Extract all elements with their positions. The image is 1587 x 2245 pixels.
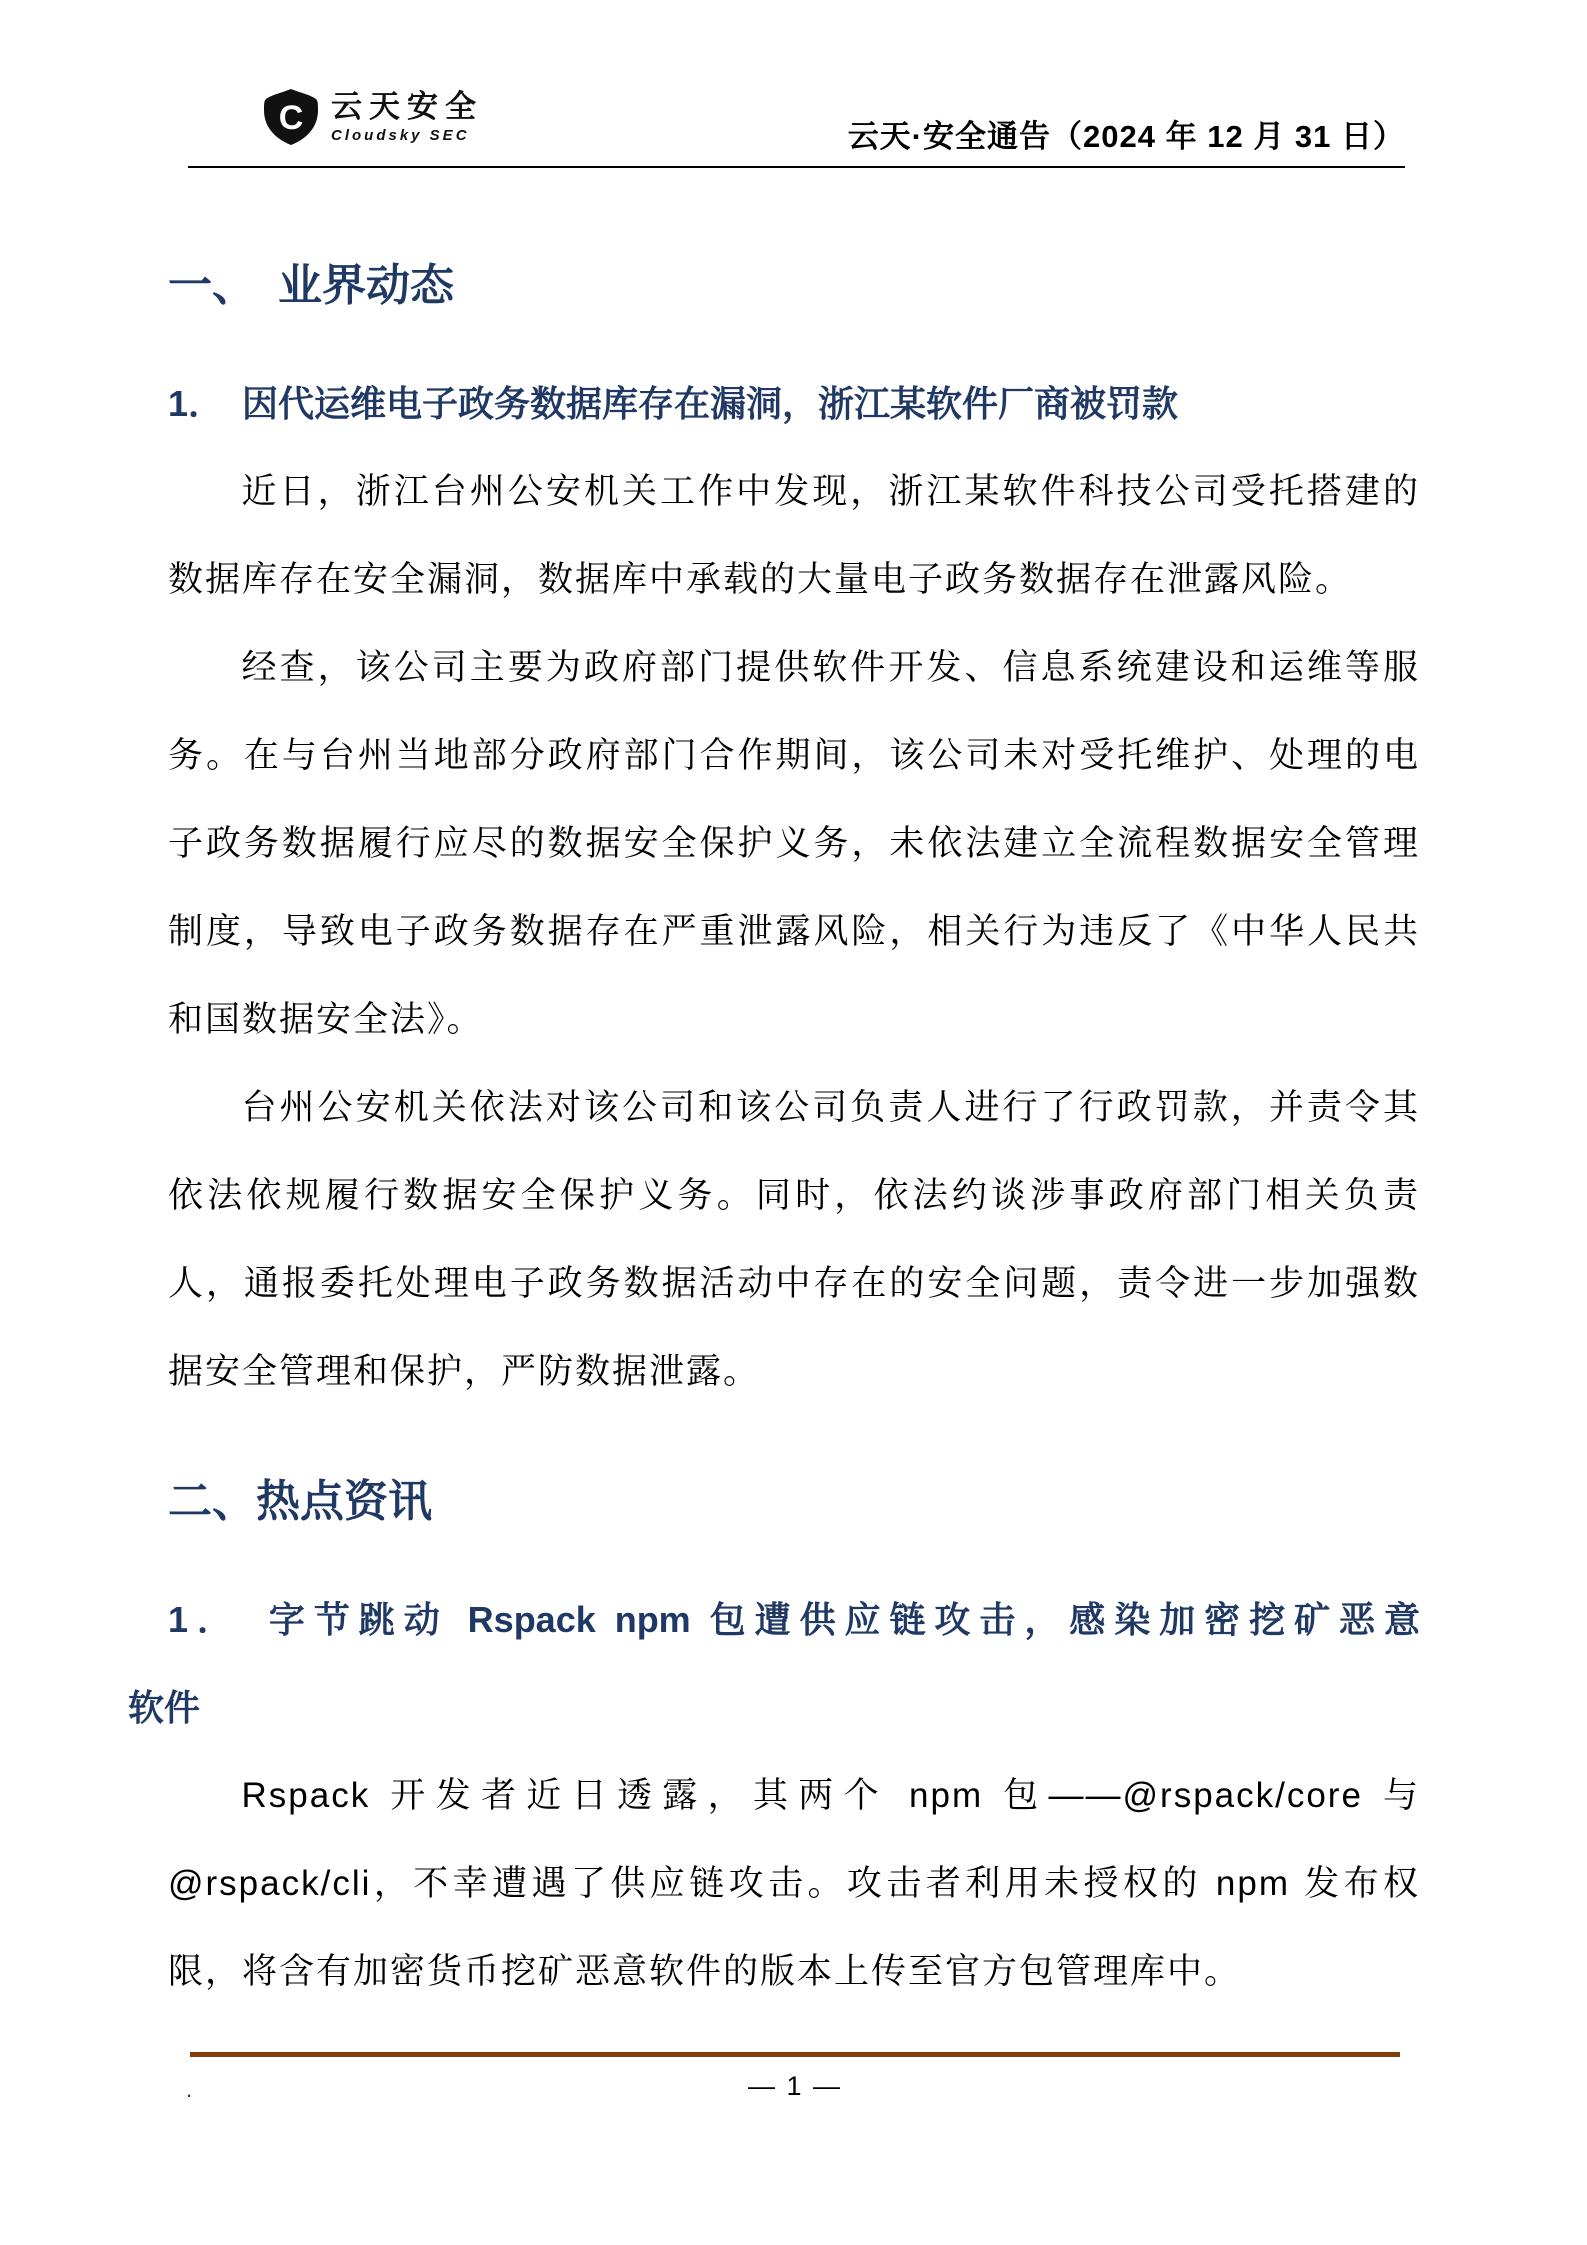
paragraph: 近日，浙江台州公安机关工作中发现，浙江某软件科技公司受托搭建的数据库存在安全漏洞，数据库中承载的大量电子政务数据存在泄露风险。 [168,472,1420,599]
paragraph: Rspack 开发者近日透露，其两个 npm 包——@rspack/core 与 @rspack/cli，不幸遭遇了供应链攻击。攻击者利用未授权的 npm 发布权限，将含有加密货币挖矿恶意软件的版本上传至官方包管理库中。 [168,1776,1420,1991]
footer [186,2052,1400,2102]
header [188,88,1405,168]
footer-left-mark: . [186,2077,193,2102]
article-heading-line: 1． 字节跳动 Rspack npm 包遭供应链攻击，感染加密挖矿恶意 [168,1599,1420,1640]
article-heading-gov-db-fine [168,360,1420,448]
article-heading-rspack-attack [128,1576,1420,1752]
logo-letter: C [278,99,304,137]
shield-c-logo-icon [263,88,319,146]
footer-row [186,2071,1400,2102]
section-heading-industry-news: 一、 业界动态 [168,261,454,310]
brand-name-cn: 云天安全 [331,89,483,124]
footer-rule [190,2052,1400,2057]
article-heading-line: 1． 因代运维电子政务数据库存在漏洞，浙江某软件厂商被罚款 [168,383,1179,424]
document-content [128,256,1420,2016]
bulletin-title: 云天·安全通告（2024 年 12 月 31 日） [847,119,1405,154]
paragraph: 经查，该公司主要为政府部门提供软件开发、信息系统建设和运维等服务。在与台州当地部分政府部门合作期间，该公司未对受托维护、处理的电子政务数据履行应尽的数据安全保护义务，未依法建立全流程数据安全管理制度，导致电子政务数据存在严重泄露风险，相关行为违反了《中华人民共和国数据安全法》。 [168,648,1420,1039]
brand-name-en: Cloudsky SEC [331,127,470,144]
section-heading-hot-topics: 二、热点资讯 [168,1477,432,1526]
page-number: — 1 — [747,2071,843,2101]
brand-logo [263,88,483,146]
brand-name [331,91,483,143]
article-heading-line: 软件 [128,1687,201,1728]
paragraph: 台州公安机关依法对该公司和该公司负责人进行了行政罚款，并责令其依法依规履行数据安全保护义务。同时，依法约谈涉事政府部门相关负责人，通报委托处理电子政务数据活动中存在的安全问题，责令进一步加强数据安全管理和保护，严防数据泄露。 [168,1088,1420,1391]
